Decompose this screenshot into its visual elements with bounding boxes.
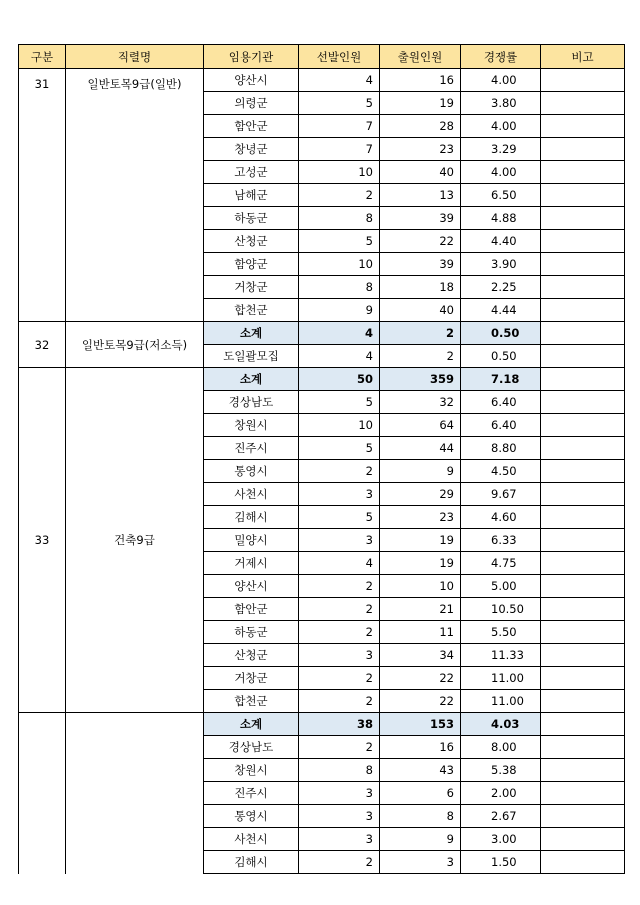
note-cell xyxy=(541,322,625,345)
applicants-cell: 19 xyxy=(380,92,461,115)
note-cell xyxy=(541,529,625,552)
ratio-cell: 6.50 xyxy=(461,184,541,207)
applicants-cell: 9 xyxy=(380,460,461,483)
subtotal-row xyxy=(19,713,625,736)
applicants-cell: 23 xyxy=(380,138,461,161)
applicants-cell: 2 xyxy=(380,322,461,345)
competition-table xyxy=(18,44,625,874)
group-title: 일반토목9급(저소득) xyxy=(66,322,204,368)
note-cell xyxy=(541,782,625,805)
note-cell xyxy=(541,437,625,460)
applicants-cell: 64 xyxy=(380,414,461,437)
applicants-cell: 32 xyxy=(380,391,461,414)
note-cell xyxy=(541,161,625,184)
applicants-cell: 16 xyxy=(380,736,461,759)
agency-cell: 소계 xyxy=(204,713,299,736)
note-cell xyxy=(541,460,625,483)
note-cell xyxy=(541,644,625,667)
note-cell xyxy=(541,828,625,851)
agency-cell: 양산시 xyxy=(204,575,299,598)
applicants-cell: 16 xyxy=(380,69,461,92)
note-cell xyxy=(541,184,625,207)
agency-cell: 하동군 xyxy=(204,207,299,230)
agency-cell: 경상남도 xyxy=(204,391,299,414)
ratio-cell: 8.80 xyxy=(461,437,541,460)
selected-cell: 5 xyxy=(299,391,380,414)
ratio-cell: 5.00 xyxy=(461,575,541,598)
agency-cell: 함안군 xyxy=(204,115,299,138)
note-cell xyxy=(541,598,625,621)
note-cell xyxy=(541,69,625,92)
selected-cell: 2 xyxy=(299,736,380,759)
selected-cell: 9 xyxy=(299,299,380,322)
agency-cell: 진주시 xyxy=(204,782,299,805)
applicants-cell: 11 xyxy=(380,621,461,644)
agency-cell: 양산시 xyxy=(204,69,299,92)
selected-cell: 3 xyxy=(299,644,380,667)
applicants-cell: 29 xyxy=(380,483,461,506)
note-cell xyxy=(541,368,625,391)
note-cell xyxy=(541,575,625,598)
group-title: 건축9급 xyxy=(66,368,204,713)
agency-cell: 거창군 xyxy=(204,667,299,690)
agency-cell: 도일괄모집 xyxy=(204,345,299,368)
applicants-cell: 153 xyxy=(380,713,461,736)
agency-cell: 통영시 xyxy=(204,460,299,483)
applicants-cell: 3 xyxy=(380,851,461,874)
ratio-cell: 5.50 xyxy=(461,621,541,644)
selected-cell: 4 xyxy=(299,552,380,575)
note-cell xyxy=(541,253,625,276)
applicants-cell: 9 xyxy=(380,828,461,851)
ratio-cell: 0.50 xyxy=(461,345,541,368)
ratio-cell: 3.80 xyxy=(461,92,541,115)
ratio-cell: 4.00 xyxy=(461,115,541,138)
header-selected: 선발인원 xyxy=(299,45,380,69)
note-cell xyxy=(541,138,625,161)
agency-cell: 함안군 xyxy=(204,598,299,621)
applicants-cell: 34 xyxy=(380,644,461,667)
selected-cell: 4 xyxy=(299,322,380,345)
ratio-cell: 4.00 xyxy=(461,69,541,92)
ratio-cell: 3.90 xyxy=(461,253,541,276)
group-title xyxy=(66,713,204,874)
header-row xyxy=(19,45,625,69)
ratio-cell: 1.50 xyxy=(461,851,541,874)
agency-cell: 의령군 xyxy=(204,92,299,115)
note-cell xyxy=(541,759,625,782)
note-cell xyxy=(541,276,625,299)
table-body xyxy=(19,69,625,874)
agency-cell: 거제시 xyxy=(204,552,299,575)
agency-cell: 산청군 xyxy=(204,230,299,253)
agency-cell: 거창군 xyxy=(204,276,299,299)
agency-cell: 합천군 xyxy=(204,690,299,713)
note-cell xyxy=(541,483,625,506)
applicants-cell: 18 xyxy=(380,276,461,299)
selected-cell: 3 xyxy=(299,483,380,506)
header-group: 구분 xyxy=(19,45,66,69)
agency-cell: 경상남도 xyxy=(204,736,299,759)
agency-cell: 소계 xyxy=(204,322,299,345)
agency-cell: 고성군 xyxy=(204,161,299,184)
ratio-cell: 4.60 xyxy=(461,506,541,529)
applicants-cell: 19 xyxy=(380,529,461,552)
selected-cell: 2 xyxy=(299,851,380,874)
selected-cell: 5 xyxy=(299,437,380,460)
ratio-cell: 3.00 xyxy=(461,828,541,851)
selected-cell: 2 xyxy=(299,460,380,483)
subtotal-row xyxy=(19,368,625,391)
ratio-cell: 9.67 xyxy=(461,483,541,506)
applicants-cell: 39 xyxy=(380,253,461,276)
note-cell xyxy=(541,667,625,690)
ratio-cell: 8.00 xyxy=(461,736,541,759)
selected-cell: 2 xyxy=(299,598,380,621)
ratio-cell: 11.00 xyxy=(461,667,541,690)
applicants-cell: 22 xyxy=(380,667,461,690)
note-cell xyxy=(541,690,625,713)
note-cell xyxy=(541,805,625,828)
ratio-cell: 4.75 xyxy=(461,552,541,575)
agency-cell: 진주시 xyxy=(204,437,299,460)
agency-cell: 산청군 xyxy=(204,644,299,667)
note-cell xyxy=(541,552,625,575)
ratio-cell: 6.40 xyxy=(461,391,541,414)
header-agency: 임용기관 xyxy=(204,45,299,69)
selected-cell: 50 xyxy=(299,368,380,391)
ratio-cell: 2.67 xyxy=(461,805,541,828)
ratio-cell: 4.88 xyxy=(461,207,541,230)
agency-cell: 통영시 xyxy=(204,805,299,828)
selected-cell: 3 xyxy=(299,828,380,851)
group-number xyxy=(19,713,66,874)
ratio-cell: 4.40 xyxy=(461,230,541,253)
applicants-cell: 13 xyxy=(380,184,461,207)
agency-cell: 합천군 xyxy=(204,299,299,322)
agency-cell: 김해시 xyxy=(204,506,299,529)
applicants-cell: 40 xyxy=(380,161,461,184)
group-title: 일반토목9급(일반) xyxy=(66,69,204,322)
note-cell xyxy=(541,115,625,138)
agency-cell: 남해군 xyxy=(204,184,299,207)
applicants-cell: 44 xyxy=(380,437,461,460)
applicants-cell: 359 xyxy=(380,368,461,391)
agency-cell: 사천시 xyxy=(204,828,299,851)
ratio-cell: 4.44 xyxy=(461,299,541,322)
note-cell xyxy=(541,230,625,253)
selected-cell: 3 xyxy=(299,805,380,828)
applicants-cell: 40 xyxy=(380,299,461,322)
header-applicants: 출원인원 xyxy=(380,45,461,69)
header-note: 비고 xyxy=(541,45,625,69)
ratio-cell: 10.50 xyxy=(461,598,541,621)
subtotal-row xyxy=(19,322,625,345)
ratio-cell: 5.38 xyxy=(461,759,541,782)
agency-cell: 밀양시 xyxy=(204,529,299,552)
selected-cell: 4 xyxy=(299,345,380,368)
applicants-cell: 39 xyxy=(380,207,461,230)
agency-cell: 소계 xyxy=(204,368,299,391)
header-ratio: 경쟁률 xyxy=(461,45,541,69)
ratio-cell: 3.29 xyxy=(461,138,541,161)
group-number: 33 xyxy=(19,368,66,713)
ratio-cell: 6.40 xyxy=(461,414,541,437)
group-number: 31 xyxy=(19,69,66,322)
applicants-cell: 22 xyxy=(380,230,461,253)
selected-cell: 2 xyxy=(299,690,380,713)
selected-cell: 8 xyxy=(299,276,380,299)
ratio-cell: 2.00 xyxy=(461,782,541,805)
selected-cell: 10 xyxy=(299,414,380,437)
selected-cell: 7 xyxy=(299,138,380,161)
note-cell xyxy=(541,345,625,368)
applicants-cell: 43 xyxy=(380,759,461,782)
selected-cell: 10 xyxy=(299,253,380,276)
selected-cell: 4 xyxy=(299,69,380,92)
ratio-cell: 11.33 xyxy=(461,644,541,667)
selected-cell: 8 xyxy=(299,207,380,230)
agency-cell: 창녕군 xyxy=(204,138,299,161)
agency-cell: 함양군 xyxy=(204,253,299,276)
agency-cell: 김해시 xyxy=(204,851,299,874)
selected-cell: 7 xyxy=(299,115,380,138)
note-cell xyxy=(541,506,625,529)
ratio-cell: 6.33 xyxy=(461,529,541,552)
note-cell xyxy=(541,414,625,437)
agency-cell: 창원시 xyxy=(204,759,299,782)
selected-cell: 38 xyxy=(299,713,380,736)
note-cell xyxy=(541,713,625,736)
selected-cell: 5 xyxy=(299,230,380,253)
ratio-cell: 4.03 xyxy=(461,713,541,736)
note-cell xyxy=(541,207,625,230)
note-cell xyxy=(541,391,625,414)
header-title: 직렬명 xyxy=(66,45,204,69)
agency-cell: 창원시 xyxy=(204,414,299,437)
ratio-cell: 11.00 xyxy=(461,690,541,713)
applicants-cell: 22 xyxy=(380,690,461,713)
ratio-cell: 2.25 xyxy=(461,276,541,299)
selected-cell: 3 xyxy=(299,529,380,552)
note-cell xyxy=(541,92,625,115)
selected-cell: 2 xyxy=(299,621,380,644)
note-cell xyxy=(541,299,625,322)
selected-cell: 8 xyxy=(299,759,380,782)
selected-cell: 2 xyxy=(299,575,380,598)
applicants-cell: 23 xyxy=(380,506,461,529)
applicants-cell: 21 xyxy=(380,598,461,621)
agency-cell: 하동군 xyxy=(204,621,299,644)
note-cell xyxy=(541,621,625,644)
applicants-cell: 2 xyxy=(380,345,461,368)
applicants-cell: 10 xyxy=(380,575,461,598)
selected-cell: 2 xyxy=(299,667,380,690)
selected-cell: 5 xyxy=(299,506,380,529)
note-cell xyxy=(541,851,625,874)
ratio-cell: 4.00 xyxy=(461,161,541,184)
group-number: 32 xyxy=(19,322,66,368)
selected-cell: 2 xyxy=(299,184,380,207)
selected-cell: 3 xyxy=(299,782,380,805)
applicants-cell: 19 xyxy=(380,552,461,575)
ratio-cell: 7.18 xyxy=(461,368,541,391)
applicants-cell: 6 xyxy=(380,782,461,805)
applicants-cell: 28 xyxy=(380,115,461,138)
selected-cell: 10 xyxy=(299,161,380,184)
agency-cell: 사천시 xyxy=(204,483,299,506)
selected-cell: 5 xyxy=(299,92,380,115)
applicants-cell: 8 xyxy=(380,805,461,828)
ratio-cell: 0.50 xyxy=(461,322,541,345)
note-cell xyxy=(541,736,625,759)
ratio-cell: 4.50 xyxy=(461,460,541,483)
table-row xyxy=(19,69,625,92)
